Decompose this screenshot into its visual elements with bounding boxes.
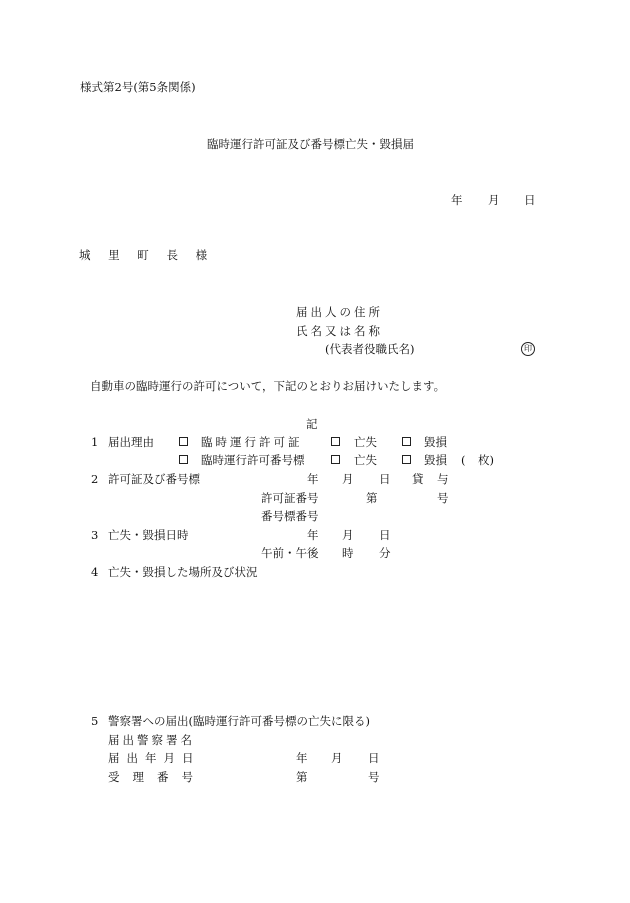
item5-year: 年 [296,751,308,765]
checkbox-number-plate[interactable] [179,455,188,464]
item2-plate-number-label: 番号標番号 [261,509,319,523]
item5-station-label: 届出警察署名 [108,733,195,747]
item1-count-open: ( [461,453,466,467]
item2-year: 年 [307,472,319,486]
item5-go: 号 [368,770,380,784]
item2-day: 日 [379,472,391,486]
item5-label: 警察署への届出(臨時運行許可番号標の亡失に限る) [108,714,370,728]
applicant-representative-label: (代表者役職氏名) [325,342,415,356]
item5-number: 5 [91,714,99,728]
item3-ampm: 午前・午後 [261,546,319,560]
addressee: 城 里 町 長 様 [79,248,215,262]
item4-label: 亡失・毀損した場所及び状況 [108,565,258,579]
item3-day: 日 [379,528,391,542]
item4-number: 4 [91,565,99,579]
item5-day: 日 [368,751,380,765]
item1-label: 届出理由 [108,435,154,449]
item3-year: 年 [307,528,319,542]
item3-hour: 時 [342,546,354,560]
item1-row1-damaged: 毀損 [424,435,447,449]
date-year: 年 [451,193,463,207]
intro-text: 自動車の臨時運行の許可について，下記のとおりお届けいたします。 [90,379,446,393]
item1-row2-damaged: 毀損 [424,453,447,467]
item1-number-plate: 臨時運行許可番号標 [201,453,305,467]
checkbox-number-plate-lost[interactable] [331,455,340,464]
seal-mark: 印 [521,342,535,356]
checkbox-permit-card-lost[interactable] [331,437,340,446]
item2-permit-number-label: 許可証番号 [261,491,319,505]
item2-given: 与 [437,472,449,486]
item2-dai: 第 [366,491,378,505]
item3-label: 亡失・毀損日時 [108,528,189,542]
item3-number: 3 [91,528,99,542]
applicant-name-label: 氏名又は名称 [296,324,383,338]
date-day: 日 [524,193,536,207]
item2-month: 月 [342,472,354,486]
item5-date-label: 届出年月日 [108,751,201,765]
checkbox-number-plate-damaged[interactable] [402,455,411,464]
item1-permit-card: 臨時運行許可証 [201,435,303,449]
item3-month: 月 [342,528,354,542]
item2-go: 号 [437,491,449,505]
form-number: 様式第2号(第5条関係) [80,80,196,94]
item1-number: 1 [91,435,99,449]
item3-minute: 分 [379,546,391,560]
checkbox-permit-card[interactable] [179,437,188,446]
document-title: 臨時運行許可証及び番号標亡失・毀損届 [207,137,414,151]
checkbox-permit-card-damaged[interactable] [402,437,411,446]
item5-month: 月 [331,751,343,765]
item2-label: 許可証及び番号標 [108,472,200,486]
date-month: 月 [488,193,500,207]
applicant-address-label: 届出人の住所 [296,305,383,319]
item1-count-close: 枚) [478,453,494,467]
item2-lend: 貸 [412,472,424,486]
item2-number: 2 [91,472,99,486]
ki-heading: 記 [306,417,318,431]
item5-receipt-label: 受理番号 [108,770,206,784]
item5-dai: 第 [296,770,308,784]
item1-row2-lost: 亡失 [354,453,377,467]
item1-row1-lost: 亡失 [354,435,377,449]
